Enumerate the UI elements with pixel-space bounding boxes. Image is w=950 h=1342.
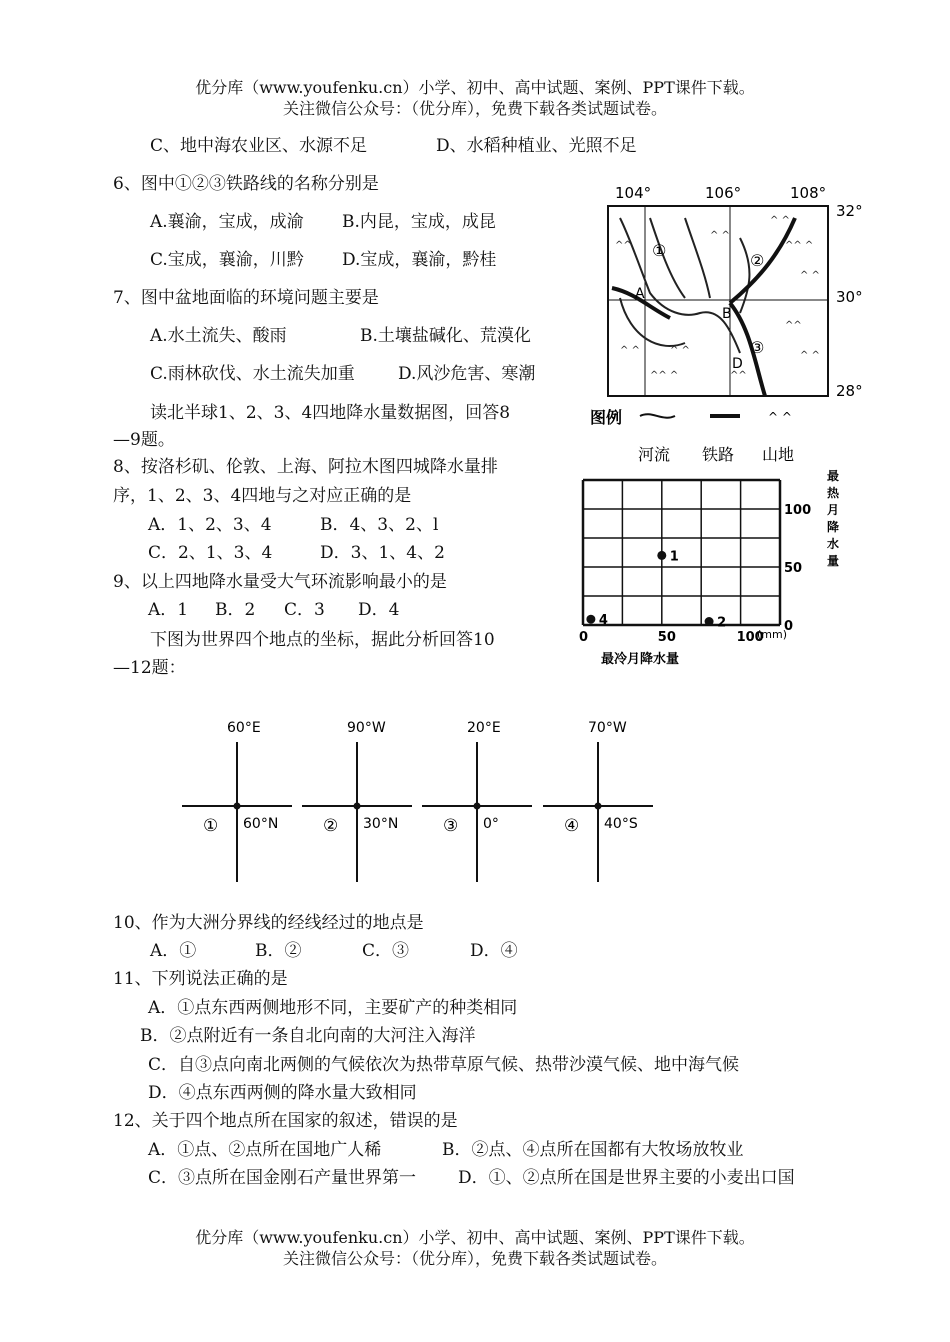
chart-points — [586, 549, 726, 630]
longitude-label: 70°W — [588, 720, 627, 736]
svg-text:^^: ^^ — [730, 370, 747, 381]
q11-option-b: B．②点附近有一条自北向南的大河注入海洋 — [140, 1026, 476, 1046]
data-point-label: 1 — [669, 549, 679, 565]
latitude-label: 40°S — [604, 816, 638, 832]
y-tick-label: 0 — [784, 619, 794, 634]
q6-stem: 6、图中①②③铁路线的名称分别是 — [113, 174, 379, 194]
longitude-label: 60°E — [227, 720, 261, 736]
x-tick-label: 50 — [657, 630, 676, 645]
coord-point-3 — [422, 720, 532, 882]
q7-option-b: B.土壤盐碱化、荒漠化 — [360, 326, 531, 346]
precipitation-chart — [565, 465, 855, 675]
map-label-railway-2: ② — [750, 251, 765, 270]
legend-river-label: 河流 — [638, 445, 671, 464]
svg-text:^ ^: ^ ^ — [620, 345, 640, 356]
y-tick-label: 100 — [784, 503, 812, 518]
footer-line-2: 关注微信公众号：（优分库），免费下载各类试题试卷。 — [282, 1249, 667, 1268]
q6-option-b: B.内昆，宝成，成昆 — [342, 212, 496, 232]
q11-option-c: C．自③点向南北两侧的气候依次为热带草原气候、热带沙漠气候、地中海气候 — [148, 1055, 740, 1075]
map-lon-104: 104° — [615, 184, 652, 202]
latitude-label: 0° — [483, 816, 499, 832]
chart-x-unit: (mm) — [757, 628, 788, 641]
mountain-symbols — [615, 215, 820, 381]
y-tick-label: 50 — [784, 561, 803, 576]
longitude-label: 20°E — [467, 720, 501, 736]
intro-10-12-line-1: 下图为世界四个地点的坐标，据此分析回答10 — [150, 630, 495, 650]
q11-option-a: A．①点东西两侧地形不同，主要矿产的种类相同 — [148, 998, 518, 1018]
legend-river-symbol — [640, 414, 675, 417]
intro-8-9-line-2: —9题。 — [113, 430, 175, 450]
q9-option-a: A．1 — [148, 600, 189, 620]
q10-option-a: A．① — [150, 941, 197, 961]
longitude-label: 90°W — [347, 720, 386, 736]
q5-option-d: D、水稻种植业、光照不足 — [436, 136, 637, 156]
q11-option-d: D．④点东西两侧的降水量大致相同 — [148, 1083, 417, 1103]
data-point-1 — [657, 551, 666, 560]
q11-stem: 11、下列说法正确的是 — [113, 969, 288, 989]
data-point-4 — [586, 615, 595, 624]
q8-option-c: C．2、1、3、4 — [148, 543, 273, 563]
data-point-label: 4 — [598, 613, 608, 629]
q8-option-b: B．4、3、2、l — [320, 515, 439, 535]
latitude-label: 30°N — [363, 816, 399, 832]
q10-option-b: B．② — [255, 941, 302, 961]
map-lat-32: 32° — [836, 202, 863, 220]
coord-dot — [474, 803, 481, 810]
legend-railway-label: 铁路 — [702, 445, 735, 464]
footer-line-1: 优分库（www.youfenku.cn）小学、初中、高中试题、案例、PPT课件下载。 — [195, 1228, 755, 1247]
q8-option-a: A．1、2、3、4 — [148, 515, 272, 535]
q5-option-c: C、地中海农业区、水源不足 — [150, 136, 368, 156]
map-label-a: A — [635, 286, 645, 302]
railway-lines — [612, 218, 795, 396]
coord-dot — [234, 803, 241, 810]
q9-stem: 9、以上四地降水量受大气环流影响最小的是 — [113, 572, 447, 592]
intro-8-9-line-1: 读北半球1、2、3、4四地降水量数据图，回答8 — [150, 403, 511, 423]
q9-option-c: C．3 — [284, 600, 325, 620]
header-line-2: 关注微信公众号：（优分库），免费下载各类试题试卷。 — [282, 99, 667, 118]
q6-option-d: D.宝成，襄渝，黔桂 — [342, 250, 497, 270]
map-label-railway-3: ③ — [750, 338, 765, 357]
q7-stem: 7、图中盆地面临的环境问题主要是 — [113, 288, 379, 308]
q6-option-c: C.宝成，襄渝，川黔 — [150, 250, 304, 270]
chart-y-label: 最热月降水量 — [827, 469, 840, 568]
svg-text:^^ ^: ^^ ^ — [650, 370, 679, 381]
chart-y-ticks — [784, 503, 811, 634]
x-tick-label: 100 — [736, 630, 764, 645]
map-lat-30: 30° — [836, 288, 863, 306]
map-lat-28: 28° — [836, 382, 863, 400]
q10-stem: 10、作为大洲分界线的经线经过的地点是 — [113, 913, 424, 933]
legend-title: 图例 — [590, 408, 623, 427]
svg-text:^^ ^: ^^ ^ — [785, 240, 814, 251]
q10-option-d: D．④ — [470, 941, 518, 961]
point-marker: ③ — [443, 816, 459, 836]
q8-option-d: D．3、1、4、2 — [320, 543, 445, 563]
q12-option-a: A．①点、②点所在国地广人稀 — [148, 1140, 382, 1160]
svg-text:^ ^: ^ ^ — [770, 215, 790, 226]
svg-text:^ ^: ^ ^ — [800, 270, 820, 281]
svg-text:^ ^: ^ ^ — [800, 350, 820, 361]
chart-grid — [583, 480, 780, 625]
header-line-1: 优分库（www.youfenku.cn）小学、初中、高中试题、案例、PPT课件下载。 — [195, 78, 755, 97]
coord-point-4 — [543, 720, 653, 882]
q9-option-b: B．2 — [215, 600, 256, 620]
legend-mountain-label: 山地 — [762, 445, 795, 464]
map-label-d: D — [732, 356, 743, 372]
x-tick-label: 0 — [579, 630, 589, 645]
map-lon-106: 106° — [705, 184, 742, 202]
coord-dot — [595, 803, 602, 810]
map-label-b: B — [722, 306, 732, 322]
coord-point-2 — [302, 720, 412, 882]
map-lon-108: 108° — [790, 184, 827, 202]
sichuan-basin-map — [590, 178, 880, 468]
point-marker: ① — [203, 816, 219, 836]
q7-option-d: D.风沙危害、寒潮 — [398, 364, 536, 384]
map-label-railway-1: ① — [652, 241, 667, 260]
coord-dot — [354, 803, 361, 810]
point-marker: ② — [323, 816, 339, 836]
svg-text:^^: ^^ — [785, 320, 802, 331]
q8-stem-line-2: 序，1、2、3、4四地与之对应正确的是 — [113, 486, 412, 506]
q10-option-c: C．③ — [362, 941, 410, 961]
legend-mountain-symbol: ^ ^ — [768, 410, 792, 424]
q6-option-a: A.襄渝，宝成，成渝 — [150, 212, 304, 232]
q12-option-c: C．③点所在国金刚石产量世界第一 — [148, 1168, 417, 1188]
data-point-label: 2 — [717, 615, 727, 631]
q7-option-a: A.水土流失、酸雨 — [150, 326, 287, 346]
svg-text:^ ^: ^ ^ — [710, 230, 730, 241]
q12-option-d: D．①、②点所在国是世界主要的小麦出口国 — [458, 1168, 795, 1188]
latitude-label: 60°N — [243, 816, 279, 832]
chart-x-label: 最冷月降水量 — [601, 652, 680, 667]
coord-point-1 — [182, 720, 292, 882]
intro-10-12-line-2: —12题： — [113, 658, 186, 678]
q12-option-b: B．②点、④点所在国都有大牧场放牧业 — [442, 1140, 744, 1160]
chart-x-ticks — [579, 630, 764, 645]
data-point-2 — [705, 617, 714, 626]
coordinates-figure — [175, 712, 655, 892]
q7-option-c: C.雨林砍伐、水土流失加重 — [150, 364, 355, 384]
q8-stem-line-1: 8、按洛杉矶、伦敦、上海、阿拉木图四城降水量排 — [113, 457, 498, 477]
svg-text:^ ^: ^ ^ — [670, 345, 690, 356]
q9-option-d: D．4 — [358, 600, 400, 620]
q12-stem: 12、关于四个地点所在国家的叙述，错误的是 — [113, 1111, 458, 1131]
point-marker: ④ — [564, 816, 580, 836]
svg-text:^^: ^^ — [615, 240, 632, 251]
